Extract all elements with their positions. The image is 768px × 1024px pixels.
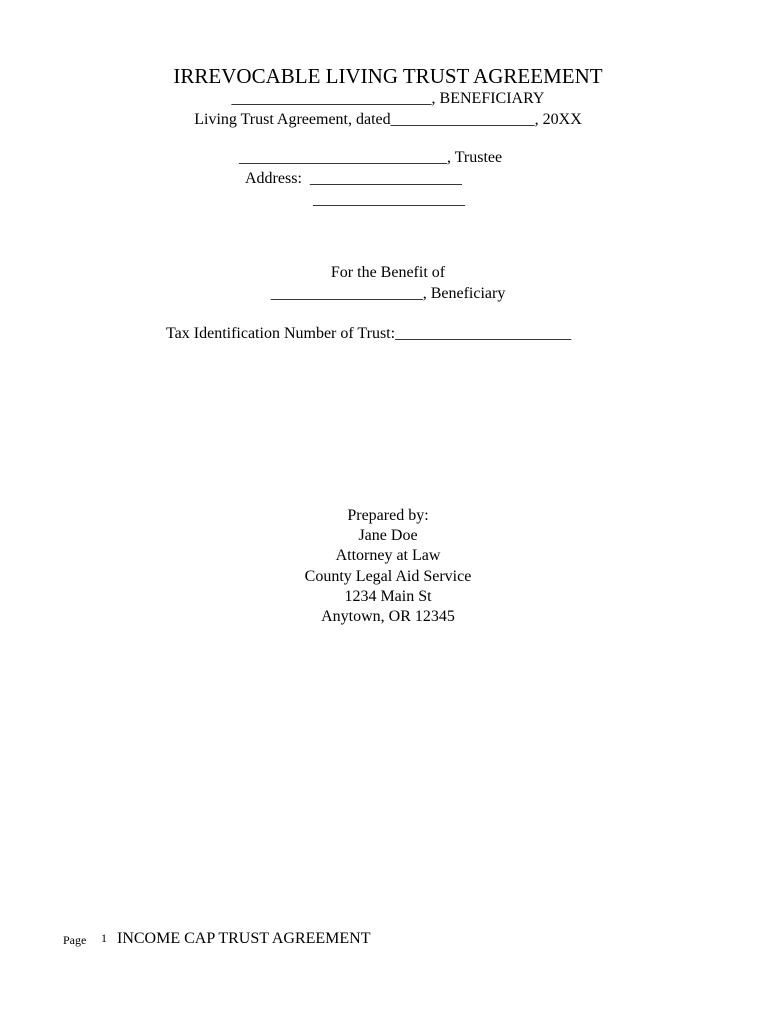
trustee-line: __________________________, Trustee [239, 149, 503, 166]
document-title: IRREVOCABLE LIVING TRUST AGREEMENT [173, 64, 603, 88]
preparer-name: Jane Doe [358, 527, 418, 544]
footer-page-number: 1 [101, 931, 107, 945]
benefit-beneficiary-line: ___________________, Beneficiary [270, 285, 506, 302]
preparer-organization: County Legal Aid Service [304, 568, 472, 585]
for-benefit-label: For the Benefit of [330, 264, 446, 281]
address-line-2: ___________________ [313, 191, 465, 208]
tax-id-line: Tax Identification Number of Trust:______________________ [166, 325, 572, 342]
footer-page-label: Page [63, 933, 87, 947]
dated-line: Living Trust Agreement, dated__________________, 20XX [194, 111, 582, 128]
beneficiary-line: _________________________, BENEFICIARY [231, 90, 545, 107]
preparer-city-state-zip: Anytown, OR 12345 [321, 608, 455, 625]
prepared-by-label: Prepared by: [347, 507, 429, 524]
footer-document-name: INCOME CAP TRUST AGREEMENT [117, 930, 371, 947]
address-line-1: Address: ___________________ [245, 170, 462, 187]
preparer-street: 1234 Main St [344, 588, 432, 605]
preparer-title: Attorney at Law [335, 547, 441, 564]
